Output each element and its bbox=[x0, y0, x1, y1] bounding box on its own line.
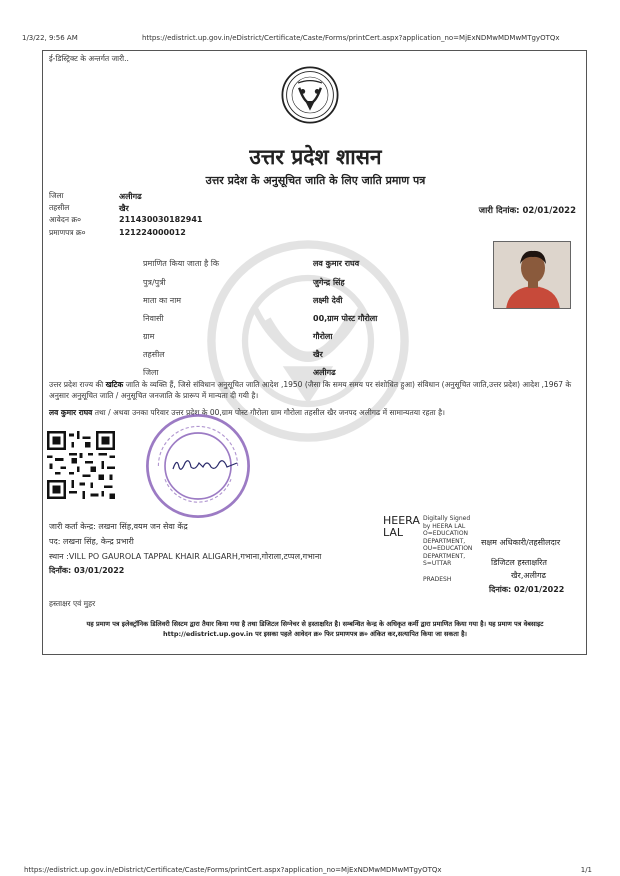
dsig-line: Digitally Signed bbox=[423, 515, 471, 522]
officer-date: दिनांक: 02/01/2022 bbox=[489, 585, 565, 594]
page-number: 1/1 bbox=[580, 866, 592, 874]
tehsil-label: तहसील bbox=[49, 203, 70, 212]
print-url: https://edistrict.up.gov.in/eDistrict/Certificate/Caste/Forms/printCert.aspx?application_no=MjExNDMwMDMwMTgyOTQx bbox=[142, 34, 560, 42]
handwritten-signature-icon bbox=[171, 453, 241, 475]
mother-label: माता का नाम bbox=[143, 296, 182, 305]
residence-paragraph bbox=[49, 407, 581, 418]
print-footer bbox=[0, 866, 620, 876]
applicant-name: लव कुमार राघव bbox=[313, 259, 360, 268]
up-government-emblem-icon bbox=[280, 65, 340, 125]
verification-note bbox=[49, 619, 581, 639]
issuer-centre: जारी कर्ता केन्द्र: लखना सिंह,वयम जन सेवा केंद्र bbox=[49, 522, 188, 531]
print-date: 1/3/22, 9:56 AM bbox=[22, 34, 78, 42]
certificate-subtitle: उत्तर प्रदेश के अनुसूचित जाति के लिए जाति प्रमाण पत्र bbox=[205, 174, 426, 187]
print-footer-url: https://edistrict.up.gov.in/eDistrict/Certificate/Caste/Forms/printCert.aspx?application_no=MjExNDMwMDMwMTgyOTQx bbox=[24, 866, 442, 874]
dsig-line: O=EDUCATION bbox=[423, 530, 469, 537]
print-header bbox=[0, 32, 620, 46]
resident-label: निवासी bbox=[143, 314, 164, 323]
district-label: जिला bbox=[49, 191, 64, 200]
dsig-line: by HEERA LAL bbox=[423, 522, 466, 530]
father-name: जुगेन्द्र सिंह bbox=[313, 278, 345, 287]
certificate-no-label: प्रमाणपत्र क्र० bbox=[49, 228, 86, 237]
dsig-line: PRADESH bbox=[423, 575, 452, 583]
det-tehsil-value: खैर bbox=[313, 350, 323, 359]
application-no-value: 211430030182941 bbox=[119, 215, 203, 224]
officer-title: सक्षम अधिकारी/तहसीलदार bbox=[481, 538, 561, 547]
digital-signature-block bbox=[423, 515, 493, 583]
district-value: अलीगढ bbox=[119, 192, 142, 201]
tehsil-value: खैर bbox=[119, 204, 129, 213]
dsig-line: S=UTTAR bbox=[423, 560, 452, 567]
applicant-photo bbox=[493, 241, 571, 309]
dsig-line: DEPARTMENT, bbox=[423, 552, 466, 560]
mother-name: लक्ष्मी देवी bbox=[313, 296, 343, 305]
det-district-label: जिला bbox=[143, 368, 159, 377]
paragraph2-name: लव कुमार राघव bbox=[49, 408, 93, 417]
caste-name: खटिक bbox=[105, 380, 124, 389]
issuer-date-text: दिनाँक: 03/01/2022 bbox=[49, 566, 125, 575]
certified-label: प्रमाणित किया जाता है कि bbox=[143, 259, 220, 268]
certificate-title: उत्तर प्रदेश शासन bbox=[249, 144, 382, 169]
officer-digital-sign: डिजिटल हस्ताक्षरित bbox=[491, 558, 547, 567]
qr-code-icon bbox=[47, 431, 115, 499]
det-district-value: अलीगढ bbox=[313, 368, 336, 377]
dsig-line: DEPARTMENT, bbox=[423, 537, 466, 545]
issue-date: जारी दिनांक: 02/01/2022 bbox=[478, 206, 576, 216]
issuer-post: पद: लखना सिंह, केन्द्र प्रभारी bbox=[49, 537, 134, 546]
village-label: ग्राम bbox=[143, 332, 155, 341]
village-value: गौरोला bbox=[313, 332, 333, 341]
digital-signer-name: HEERA LAL bbox=[383, 514, 420, 539]
det-tehsil-label: तहसील bbox=[143, 350, 165, 359]
person-photo-icon bbox=[494, 242, 571, 309]
certificate-no-value: 121224000012 bbox=[119, 228, 186, 237]
verification-note-line2: http://edistrict.up.gov.in पर इसका पहले आवेदन क्र० फिर प्रमाणपत्र क्र० अंकित कर,सत्यापित किया जा सकता है। bbox=[163, 630, 467, 638]
application-no-label: आवेदन क्र० bbox=[49, 215, 82, 224]
sign-and-seal: हस्ताक्षर एवं मुहर bbox=[49, 599, 96, 608]
issuer-date bbox=[49, 565, 124, 576]
paragraph2-text: तथा / अथवा उनका परिवार उत्तर प्रदेश के 00,ग्राम पोस्ट गौरोला ग्राम गौरोला तहसील खैर जनपद अलीगढ में सामान्यतया रहता है। bbox=[92, 408, 445, 417]
officer-place: खैर,अलीगढ bbox=[511, 571, 546, 580]
caste-declaration-paragraph bbox=[49, 379, 581, 401]
parent-label: पुत्र/पुत्री bbox=[143, 278, 166, 287]
issuer-place: स्थान :VILL PO GAUROLA TAPPAL KHAIR ALIGARH,गभाना,गोराला,टप्पल,गभाना bbox=[49, 552, 322, 561]
paragraph1-end: जाति के व्यक्ति हैं, जिसे संविधान अनुसूचित जाति आदेश ,1950 (जैसा कि समय समय पर संशोधित हुआ) संविधान (अनुसूचित जाति,उत्तर प्रदेश) आदेश ,1967 के अनुसार अनुसूचित जाति / अनुसूचित जनजाति के प्रारूप में मान्यता दी गयी है। bbox=[49, 380, 572, 400]
verification-note-line1: यह प्रमाण पत्र इलेक्ट्रॉनिक डिलिवरी सिस्टम द्वारा तैयार किया गया है तथा डिजिटल सिग्नेचर से हस्ताक्षरित है। सम्बन्धित केन्द्र के अधिकृत कर्मी द्वारा प्रमाणित किया गया है। यह प्रमाण पत्र वेबसाइट bbox=[86, 620, 544, 628]
paragraph1-start: उत्तर प्रदेश राज्य की bbox=[49, 380, 106, 389]
resident-value: 00,ग्राम पोस्ट गौरोला bbox=[313, 314, 378, 323]
caste-certificate bbox=[42, 50, 587, 655]
dsig-line: OU=EDUCATION bbox=[423, 545, 473, 552]
edistrict-note: ई-डिस्ट्रिक्ट के अन्तर्गत जारी.. bbox=[49, 54, 129, 63]
